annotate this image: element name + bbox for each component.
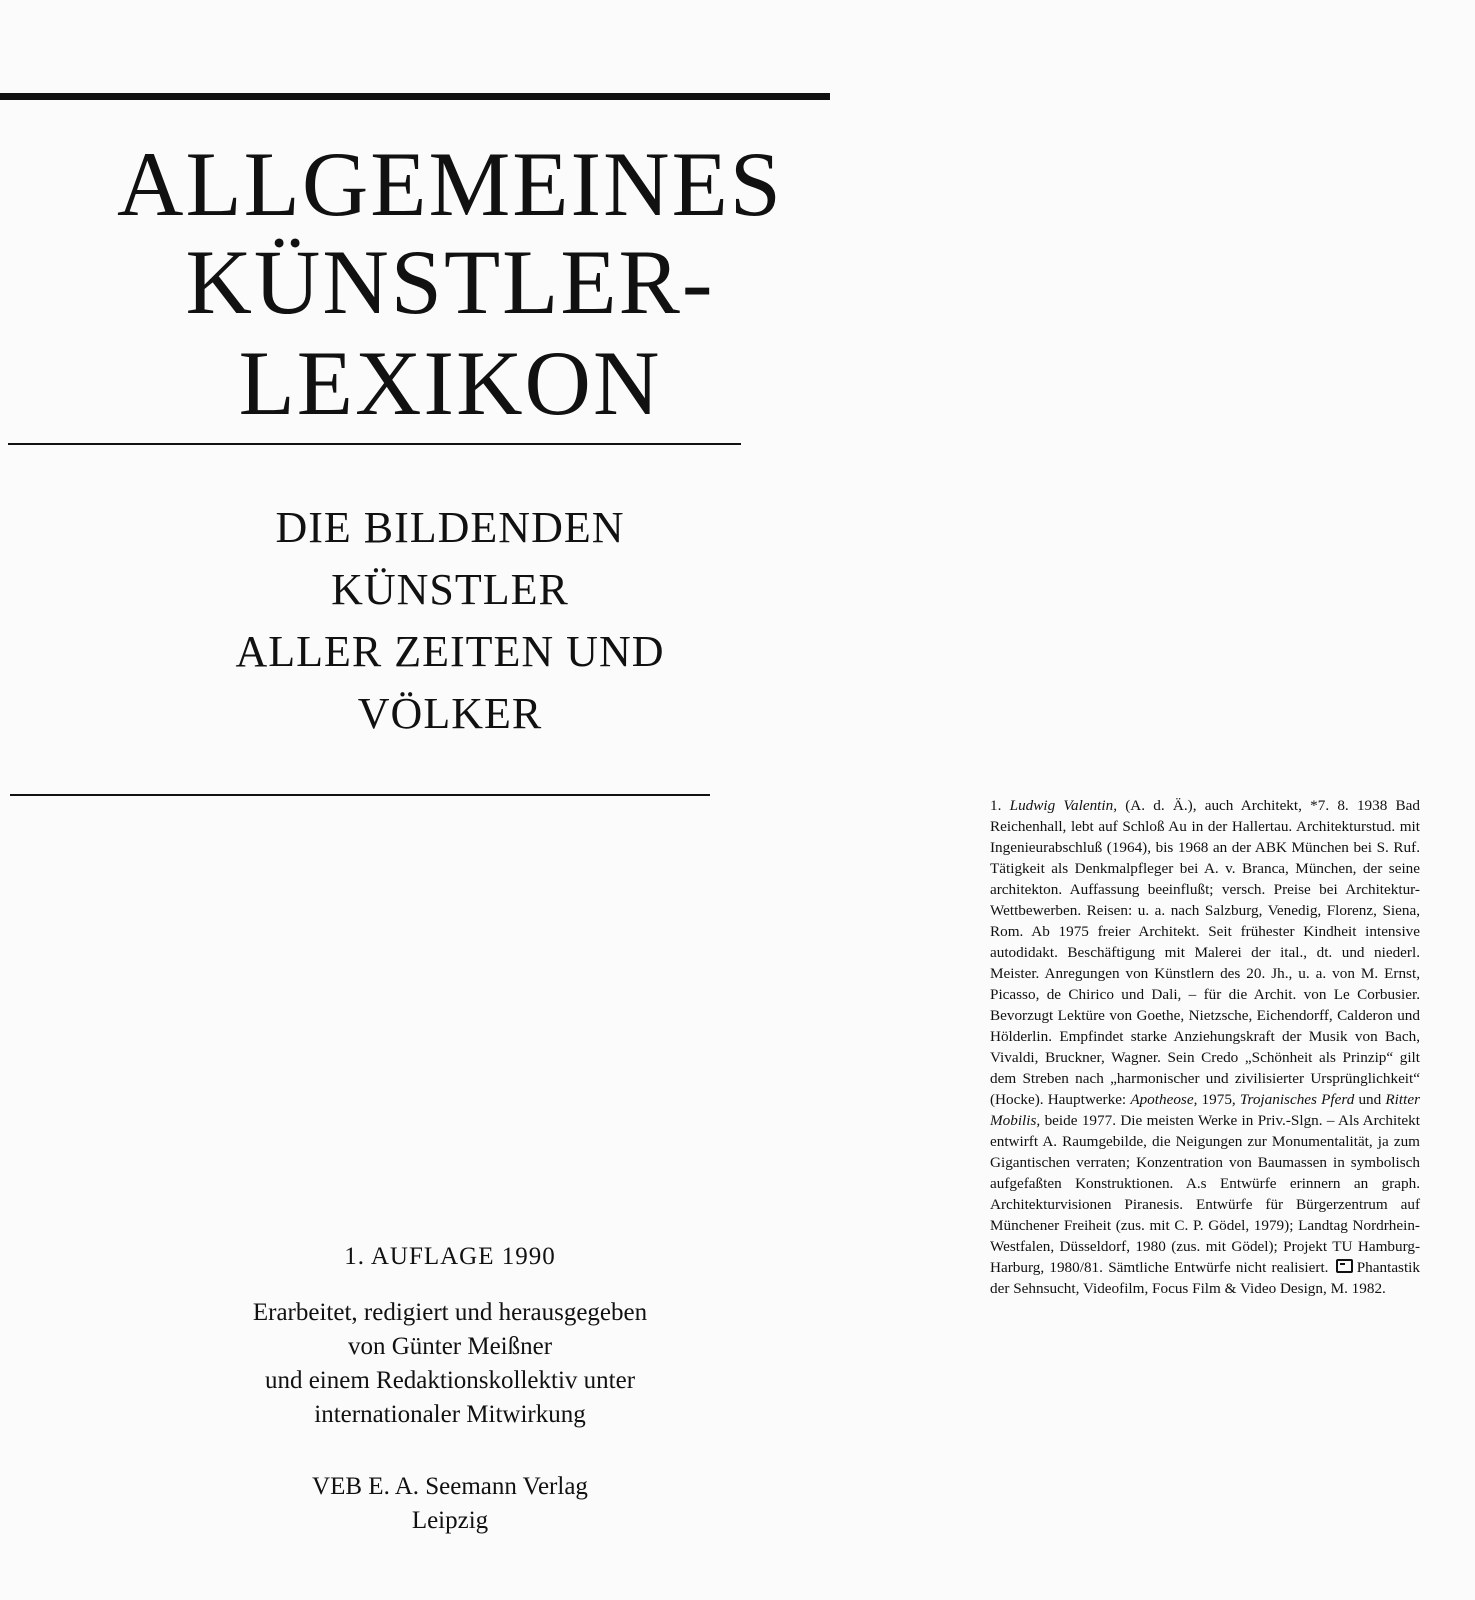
- top-rule: [0, 93, 830, 100]
- subtitle-line-2: KÜNSTLER: [331, 565, 569, 614]
- credit-line-1: Erarbeitet, redigiert und herausgegeben: [252, 1299, 648, 1326]
- entry-text-1: (A. d. Ä.), auch Architekt, *7. 8. 1938 Bad Reichenhall, lebt auf Schloß Au in der Hallertau. Architekturstud. mit Ingenieurabschluß (1964), bis 1968 an der ABK München bei S. Ruf. Tätigkeit als Denkmalpfleger bei A. v. Branca, München, der seine architekton. Auffassung beeinflußt; versch. Preise bei Architektur-Wettbewerben. Reisen: u. a. nach Salzburg, Venedig, Florenz, Siena, Rom. Ab 1975 freier Architekt. Seit frühester Kindheit intensive autodidakt. Beschäftigung mit Malerei der ital., dt. und niederl. Meister. Anregungen von Künstlern des 20. Jh., u. a. von M. Ernst, Picasso, de Chirico und Dali, – für die Archit. von Le Corbusier. Bevorzugt Lektüre von Goethe, Nietzsche, Eichendorff, Calderon und Hölderlin. Empfindet starke Anziehungskraft der Musik von Bach, Vivaldi, Bruckner, Wagner. Sein Credo „Schönheit als Prinzip“ gilt dem Streben nach „harmonischer und zivilisierter Ursprünglichkeit“ (Hocke). Hauptwerke:: [990, 797, 1421, 1108]
- subtitle-line-1: DIE BILDENDEN: [275, 503, 625, 552]
- lower-rule: [10, 794, 710, 796]
- entry-text-5: Phantastik der Sehnsucht, Videofilm, Focus Film & Video Design, M. 1982.: [990, 1259, 1420, 1297]
- entry-text-4: beide 1977. Die meisten Werke in Priv.-Slgn. – Als Architekt entwirft A. Raumgebilde, die Neigungen zur Monumentalität, ja zum Gigantischen verraten; Konzentration von Baumassen in symbolisch aufgefaßten Konstruktionen. A.s Entwürfe erinnern an graph. Architekturvisionen Piranesis. Entwürfe für Bürgerzentrum auf Münchener Freiheit (zus. mit C. P. Gödel, 1979); Landtag Nordrhein-Westfalen, Düsseldorf, 1980 (zus. mit Gödel); Projekt TU Hamburg-Harburg, 1980/81. Sämtliche Entwürfe nicht realisiert.: [990, 1112, 1420, 1276]
- work-title-3: Ritter Mobilis,: [990, 1091, 1420, 1129]
- credit-line-4: internationaler Mitwirkung: [314, 1401, 586, 1428]
- work-title-2: Trojanisches Pferd: [1239, 1091, 1355, 1108]
- title-line-2: KÜNSTLER-: [185, 231, 715, 333]
- publisher-city: Leipzig: [411, 1507, 489, 1534]
- entry-text-3: und: [1354, 1091, 1386, 1108]
- title-line-1: ALLGEMEINES: [117, 133, 783, 235]
- edition-line: 1. AUFLAGE 1990: [344, 1243, 556, 1270]
- entry-name: Ludwig Valentin,: [1009, 797, 1117, 814]
- entry-text-2: 1975,: [1197, 1091, 1240, 1108]
- credit-line-2: von Günter Meißner: [347, 1333, 553, 1360]
- lexicon-entry: [990, 795, 1420, 1299]
- middle-rule: [8, 443, 741, 445]
- subtitle-line-3: ALLER ZEITEN UND: [235, 627, 665, 676]
- title-line-3: LEXIKON: [238, 332, 662, 434]
- subtitle-line-4: VÖLKER: [357, 689, 543, 738]
- entry-paragraph: [990, 795, 1420, 1299]
- publisher-name: VEB E. A. Seemann Verlag: [312, 1473, 588, 1500]
- work-title-1: Apotheose,: [1130, 1091, 1198, 1108]
- entry-number: 1.: [990, 797, 1002, 814]
- credit-line-3: und einem Redaktionskollektiv unter: [264, 1367, 636, 1394]
- film-icon: [1336, 1259, 1353, 1273]
